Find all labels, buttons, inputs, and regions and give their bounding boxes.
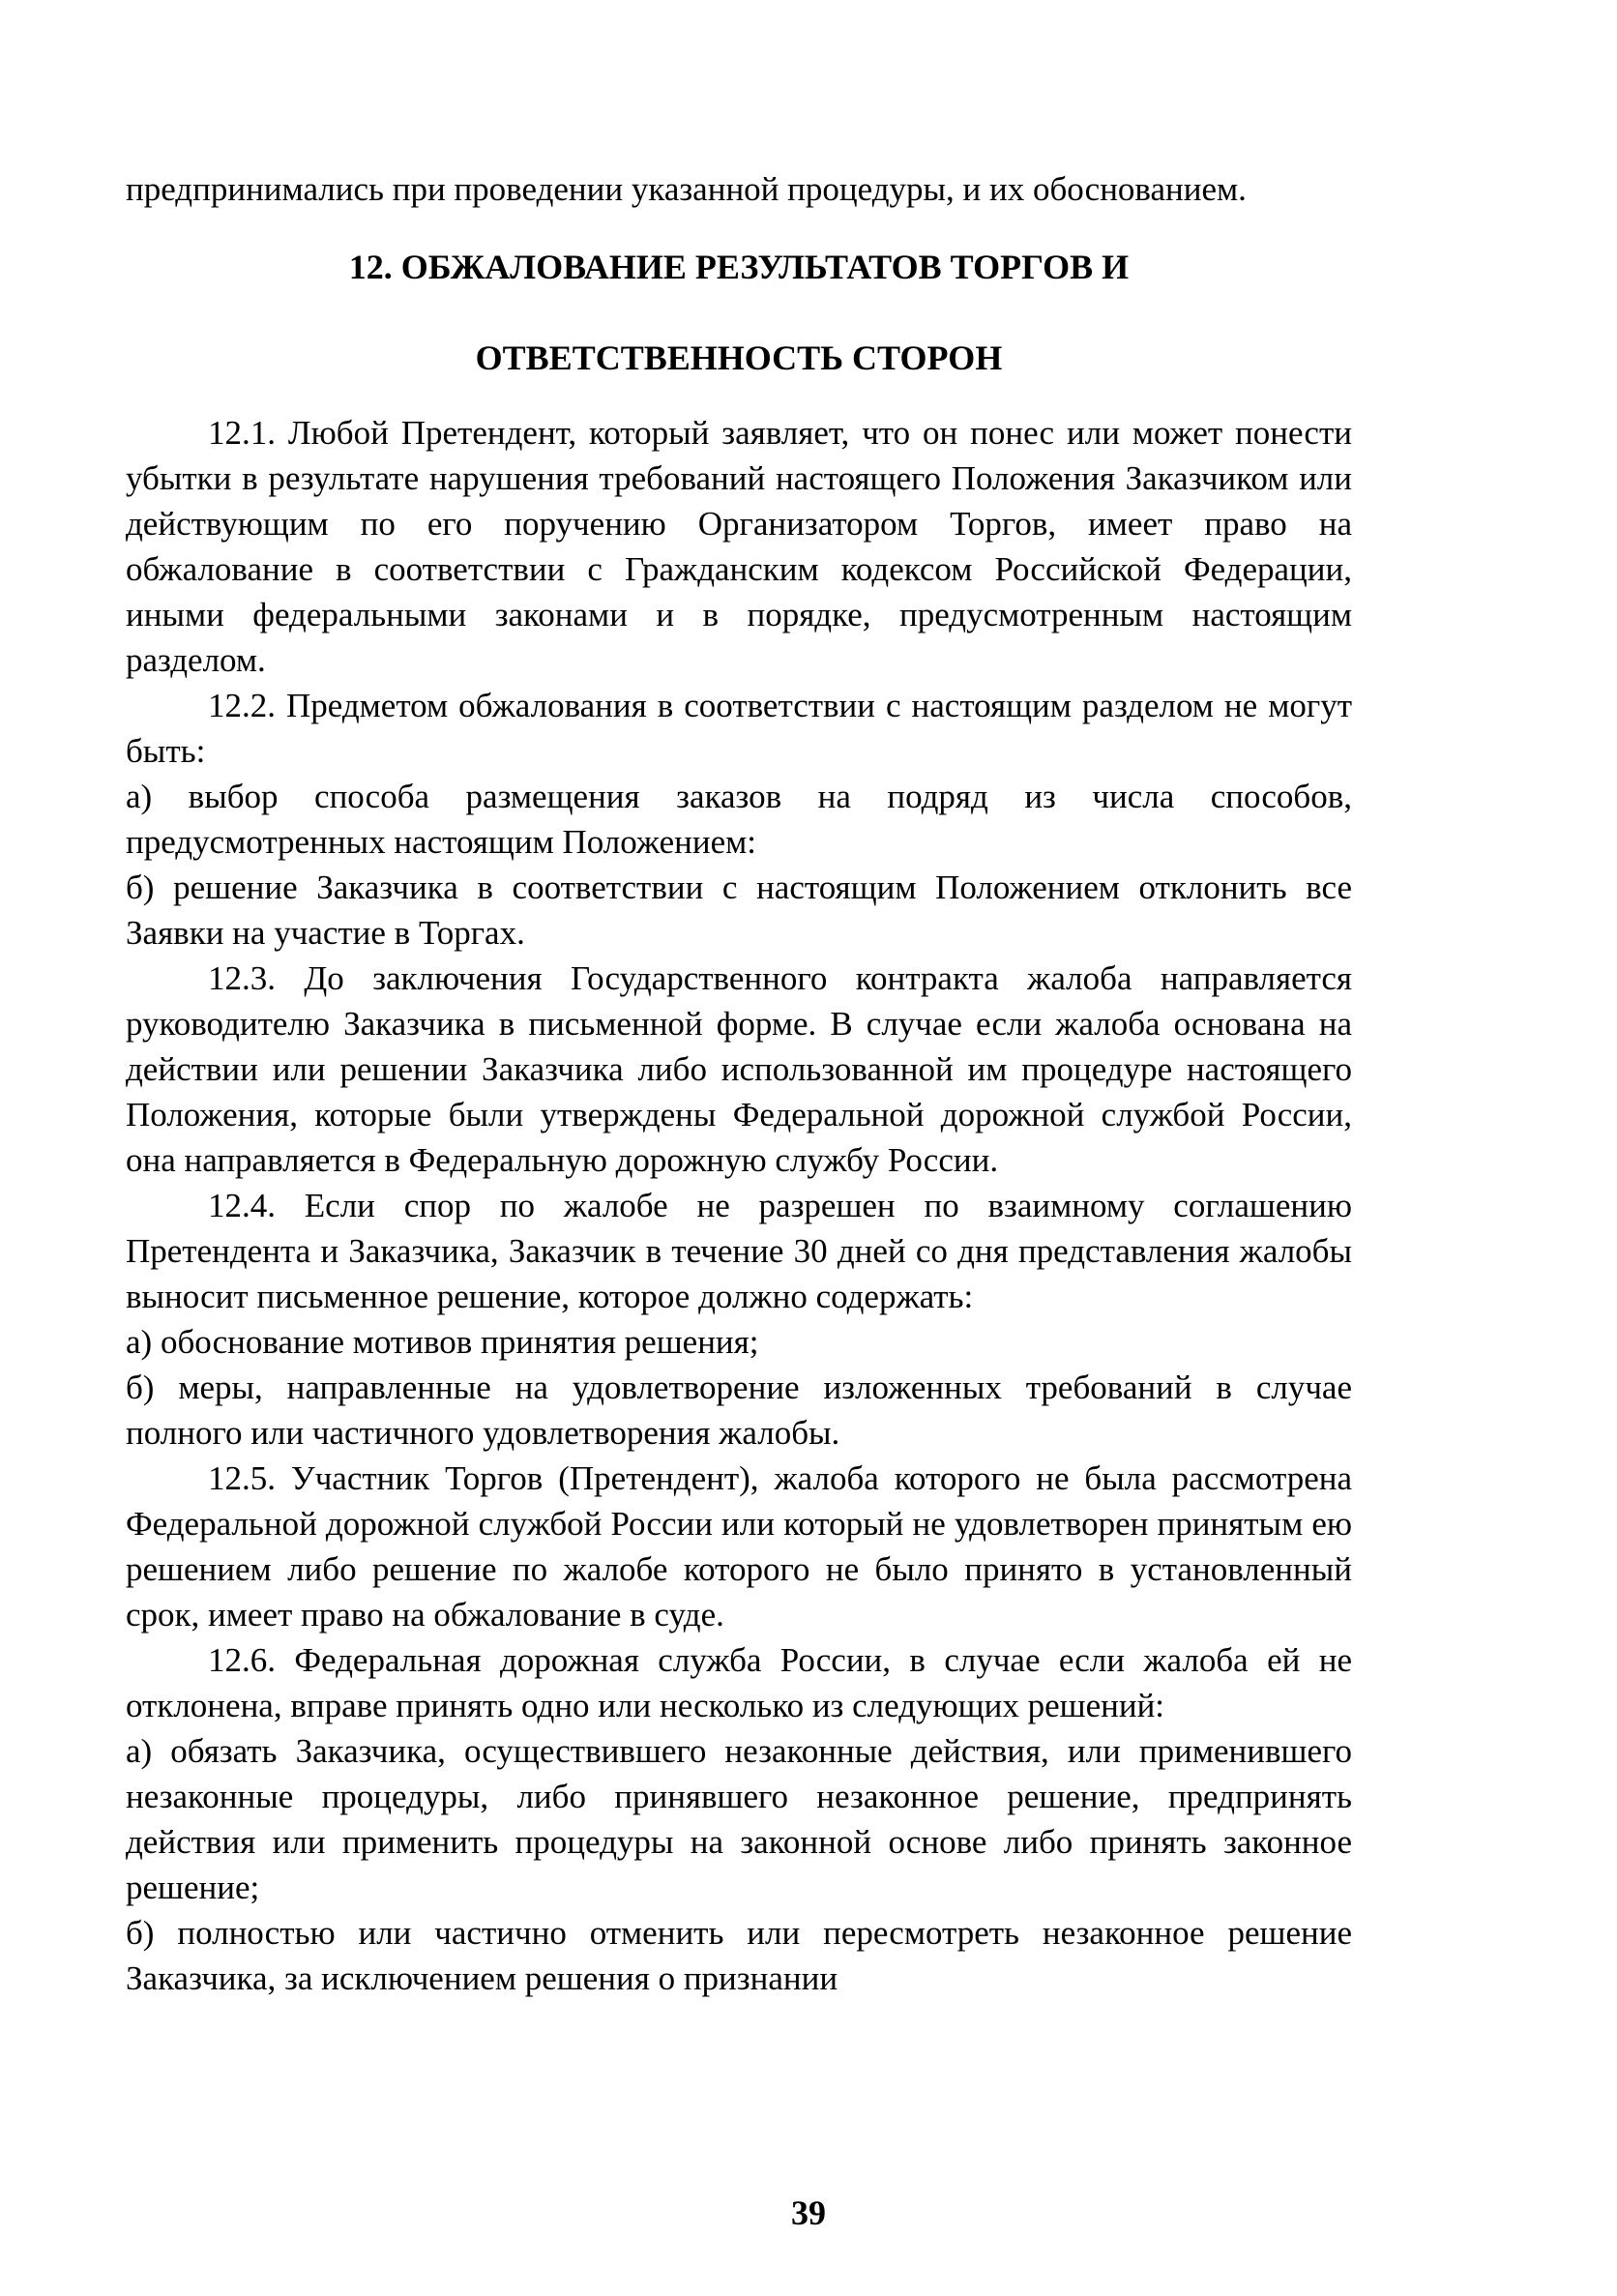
paragraph-12-2-item-a: а) выбор способа размещения заказов на подряд из числа способов, предусмотренных настоящим Положением: — [126, 778, 1352, 861]
paragraph-12-3: 12.3. До заключения Государственного контракта жалоба направляется руководителю Заказчика в письменной форме. В случае если жалоба основана на действии или решении Заказчика либо использованной им процедуре настоящего Положения, которые были утверждены Федеральной дорожной службой России, она направляется в Федеральную дорожную службу России. — [126, 959, 1352, 1179]
paragraph-12-6-item-a: а) обязать Заказчика, осуществившего незаконные действия, или применившего незаконные процедуры, либо принявшего незаконное решение, предпринять действия или применить процедуры на законной основе либо принять законное решение; — [126, 1732, 1352, 1906]
page-number: 39 — [791, 2193, 826, 2232]
paragraph-12-4: 12.4. Если спор по жалобе не разрешен по взаимному соглашению Претендента и Заказчика, Заказчик в течение 30 дней со дня представления жалобы выносит письменное решение, которое должно содержать: — [126, 1187, 1352, 1315]
paragraph-12-5: 12.5. Участник Торгов (Претендент), жалоба которого не была рассмотрена Федеральной дорожной службой России или который не удовлетворен принятым ею решением либо решение по жалобе которого не было принято в установленный срок, имеет право на обжалование в суде. — [126, 1459, 1352, 1634]
paragraph-12-4-item-a: а) обоснование мотивов принятия решения; — [126, 1323, 759, 1361]
paragraph-12-2-item-b: б) решение Заказчика в соответствии с настоящим Положением отклонить все Заявки на участие в Торгах. — [126, 868, 1352, 952]
paragraph-12-2: 12.2. Предметом обжалования в соответствии с настоящим разделом не могут быть: — [126, 687, 1352, 770]
paragraph-12-6-item-b: б) полностью или частично отменить или пересмотреть незаконное решение Заказчика, за исключением решения о признании — [126, 1914, 1352, 1997]
paragraph-12-1: 12.1. Любой Претендент, который заявляет, что он понес или может понести убытки в результате нарушения требований настоящего Положения Заказчиком или действующим по его поручению Организатором Торгов, имеет право на обжалование в соответствии с Гражданским кодексом Российской Федерации, иными федеральными законами и в порядке, предусмотренным настоящим разделом. — [126, 414, 1352, 679]
paragraph-12-4-item-b: б) меры, направленные на удовлетворение изложенных требований в случае полного или частичного удовлетворения жалобы. — [126, 1369, 1352, 1452]
page-body — [126, 166, 1352, 2001]
paragraph-12-6: 12.6. Федеральная дорожная служба России, в случае если жалоба ей не отклонена, вправе принять одно или несколько из следующих решений: — [126, 1641, 1352, 1724]
section-heading-line-1: 12. ОБЖАЛОВАНИЕ РЕЗУЛЬТАТОВ ТОРГОВ И — [348, 248, 1130, 286]
section-heading-line-2: ОТВЕТСТВЕННОСТЬ СТОРОН — [475, 339, 1003, 377]
intro-paragraph: предпринимались при проведении указанной процедуры, и их обоснованием. — [126, 170, 1247, 208]
